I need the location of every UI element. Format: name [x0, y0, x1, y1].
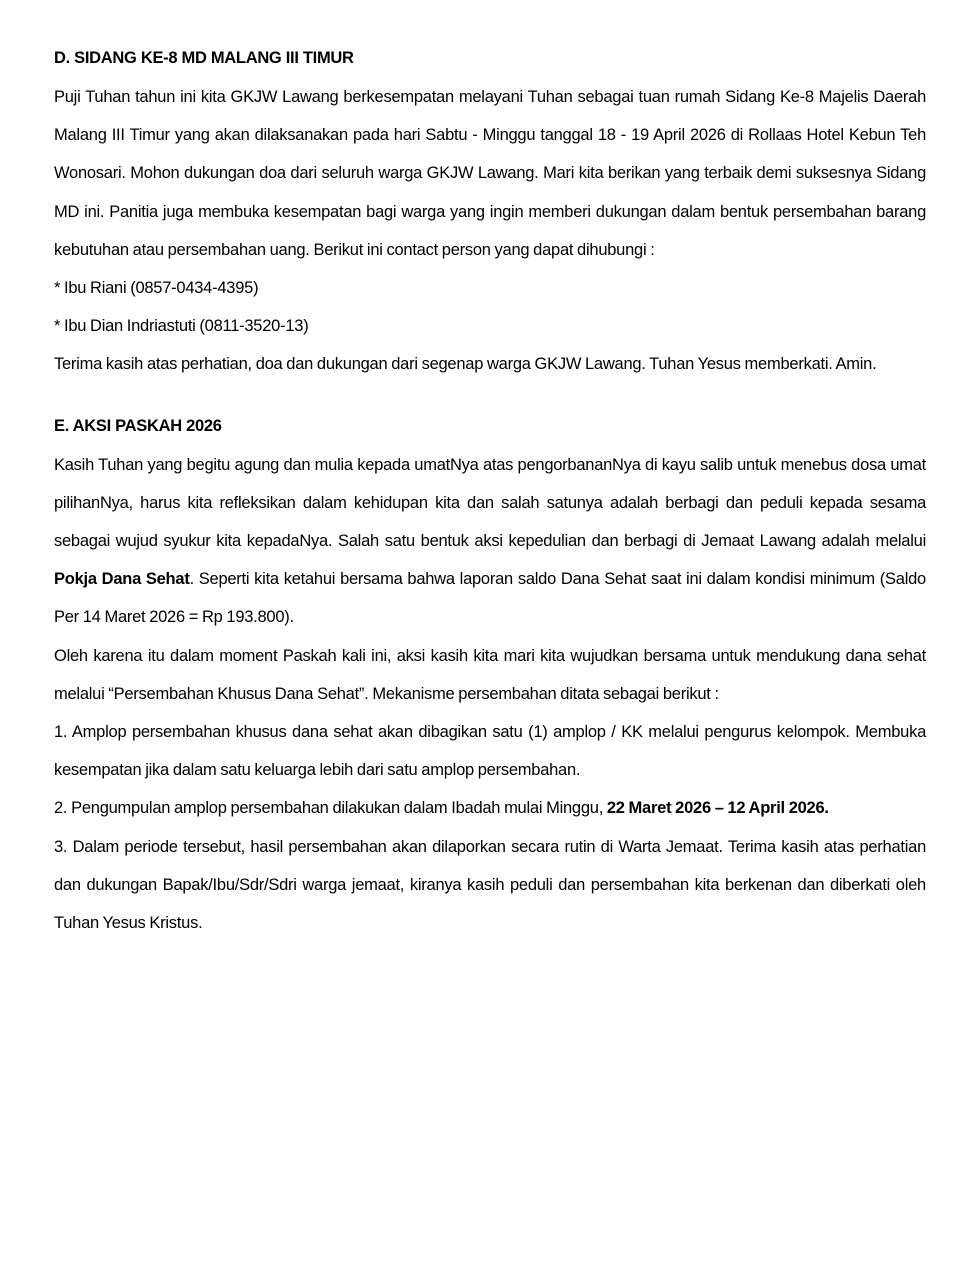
contact-person-riani: * Ibu Riani (0857-0434-4395) — [54, 279, 259, 298]
section-heading: D. SIDANG KE-8 MD MALANG III TIMUR — [54, 49, 354, 67]
paragraph-text: Kasih Tuhan yang begitu agung dan mulia kepada umatNya atas pengorbananNya di kayu salib untuk menebus dosa umat pilihanNya, harus kita refleksikan dalam kehidupan kita dan salah satunya adalah berbagi dan peduli kepada sesama sebagai wujud syukur kita kepadaNya. Salah satu bentuk aksi kepedulian dan berbagi di Jemaat Lawang adalah melalui — [54, 455, 926, 551]
section-heading: E. AKSI PASKAH 2026 — [54, 416, 222, 435]
list-item-text: 2. Pengumpulan amplop persembahan dilakukan dalam Ibadah mulai Minggu, — [54, 799, 607, 818]
section-aksi-paskah — [54, 412, 926, 943]
closing-paragraph: Terima kasih atas perhatian, doa dan dukungan dari segenap warga GKJW Lawang. Tuhan Yesus memberkati. Amin. — [54, 355, 877, 374]
document-page — [54, 44, 926, 942]
section-sidang-md — [54, 44, 926, 384]
list-item-1: 1. Amplop persembahan khusus dana sehat akan dibagikan satu (1) amplop / KK melalui pengurus kelompok. Membuka kesempatan jika dalam satu keluarga lebih dari satu amplop persembahan. — [54, 723, 926, 780]
list-item-2 — [54, 789, 926, 827]
intro-paragraph: Puji Tuhan tahun ini kita GKJW Lawang berkesempatan melayani Tuhan sebagai tuan rumah Sidang Ke-8 Majelis Daerah Malang III Timur yang akan dilaksanakan pada hari Sabtu - Minggu tanggal 18 - 19 April 2026 di Rollaas Hotel Kebun Teh Wonosari. Mohon dukungan doa dari seluruh warga GKJW Lawang. Mari kita berikan yang terbaik demi suksesnya Sidang MD ini. Panitia juga membuka kesempatan bagi warga yang ingin memberi dukungan dalam bentuk persembahan barang kebutuhan atau persembahan uang. Berikut ini contact person yang dapat dihubungi : — [54, 88, 926, 259]
collection-date-range: 22 Maret 2026 – 12 April 2026. — [606, 799, 829, 818]
contact-person-dian: * Ibu Dian Indriastuti (0811-3520-13) — [54, 317, 309, 336]
list-item-3: 3. Dalam periode tersebut, hasil persembahan akan dilaporkan secara rutin di Warta Jemaat. Terima kasih atas perhatian dan dukungan Bapak/Ibu/Sdr/Sdri warga jemaat, kiranya kasih peduli dan persembahan kita berkenan dan diberkati oleh Tuhan Yesus Kristus. — [54, 837, 926, 933]
paragraph-text: . Seperti kita ketahui bersama bahwa laporan saldo Dana Sehat saat ini dalam kondisi minimum (Saldo Per 14 Maret 2026 = Rp 193.800). — [54, 570, 926, 627]
paragraph-mekanisme: Oleh karena itu dalam moment Paskah kali ini, aksi kasih kita mari kita wujudkan bersama untuk mendukung dana sehat melalui “Persembahan Khusus Dana Sehat”. Mekanisme persembahan ditata sebagai berikut : — [54, 646, 926, 703]
pokja-dana-sehat-emphasis: Pokja Dana Sehat — [54, 570, 190, 589]
paragraph-dana-sehat — [54, 446, 926, 637]
